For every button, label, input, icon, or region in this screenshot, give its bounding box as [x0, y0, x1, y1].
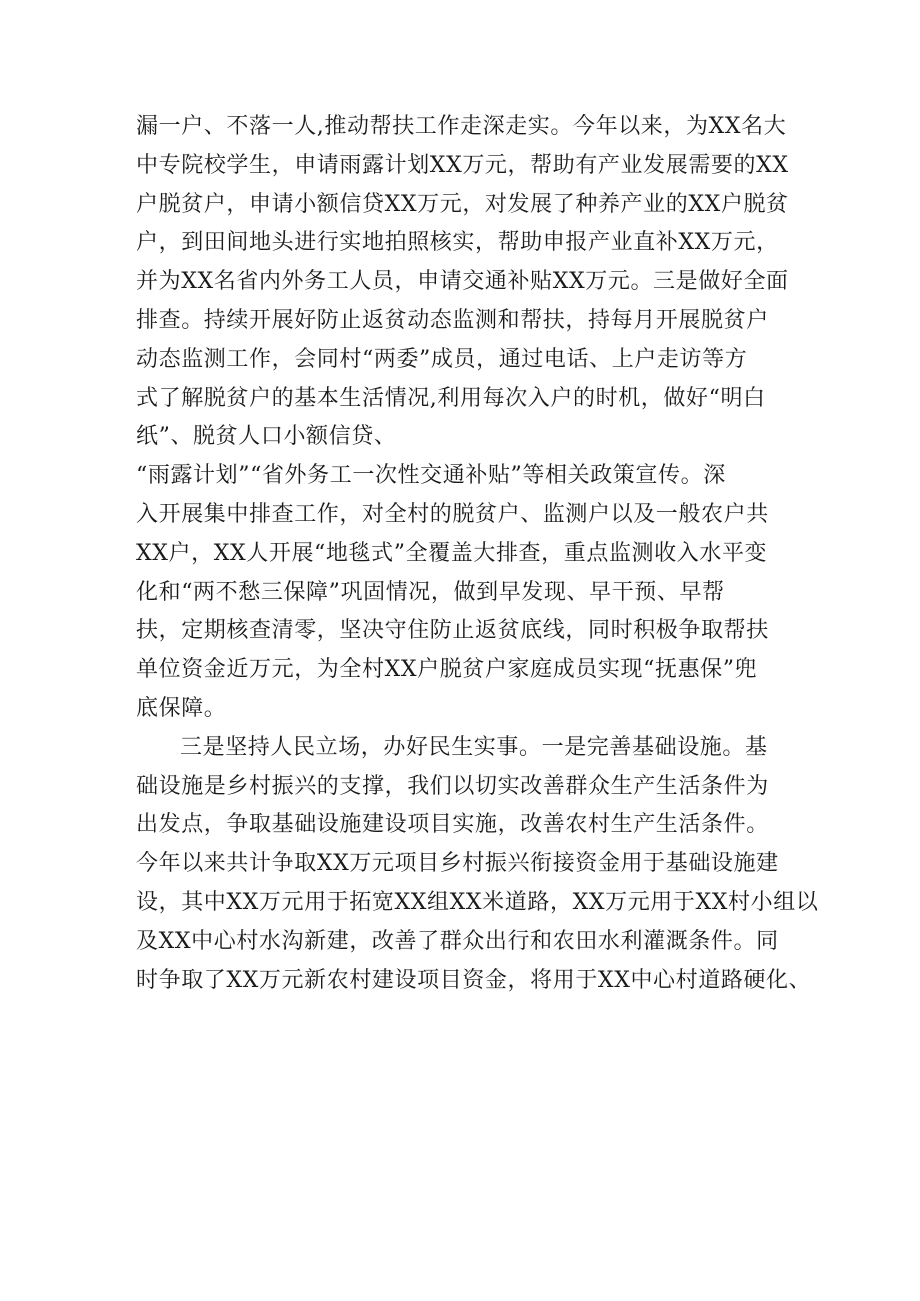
- text-line: 扶，定期核查清零，坚决守住防止返贫底线，同时积极争取帮扶: [136, 618, 769, 644]
- text-line: 排查。持续开展好防止返贫动态监测和帮扶，持每月开展脱贫户: [136, 307, 769, 333]
- text-line: 设，其中XX万元用于拓宽XX组XX米道路，XX万元用于XX村小组以: [136, 889, 819, 915]
- text-line: 时争取了XX万元新农村建设项目资金，将用于XX中心村道路硬化、: [136, 967, 812, 993]
- text-line: 户脱贫户，申请小额信贷XX万元，对发展了种养产业的XX户脱贫: [136, 191, 789, 217]
- text-line: 今年以来共计争取XX万元项目乡村振兴衔接资金用于基础设施建: [136, 851, 779, 877]
- text-line: 并为XX名省内外务工人员，申请交通补贴XX万元。三是做好全面: [136, 269, 789, 295]
- text-line: 动态监测工作，会同村“两委”成员，通过电话、上户走访等方: [136, 346, 748, 372]
- paragraph-start-line: 三是坚持人民立场，办好民生实事。一是完善基础设施。基: [180, 734, 768, 760]
- text-line: 化和“两不愁三保障”巩固情况，做到早发现、早干预、早帮: [136, 579, 725, 605]
- text-line: 出发点，争取基础设施建设项目实施，改善农村生产生活条件。: [136, 812, 769, 838]
- text-line: 单位资金近万元，为全村XX户脱贫户家庭成员实现“抚惠保”兜: [136, 657, 758, 683]
- text-line: 漏一户、不落一人,推动帮扶工作走深走实。今年以来，为XX名大: [136, 114, 787, 139]
- text-line: XX户，XX人开展“地毯式”全覆盖大排查，重点监测收入水平变: [136, 540, 768, 566]
- text-line: 入开展集中排查工作，对全村的脱贫户、监测户以及一般农户共: [136, 501, 769, 527]
- text-line: “雨露计划”“省外务工一次性交通补贴”等相关政策宣传。深: [136, 463, 726, 489]
- text-line: 式了解脱贫户的基本生活情况,利用每次入户的时机，做好“明白: [136, 385, 766, 411]
- text-line: 底保障。: [136, 695, 227, 721]
- text-line: 户，到田间地头进行实地拍照核实，帮助申报产业直补XX万元，: [136, 230, 779, 256]
- text-line: 础设施是乡村振兴的支撑，我们以切实改善群众生产生活条件为: [136, 773, 769, 799]
- body-text: [136, 108, 819, 1000]
- text-line: 及XX中心村水沟新建，改善了群众出行和农田水利灌溉条件。同: [136, 928, 779, 954]
- text-line: 纸”、脱贫人口小额信贷、: [136, 424, 397, 450]
- text-line: 中专院校学生，申请雨露计划XX万元，帮助有产业发展需要的XX: [136, 152, 789, 178]
